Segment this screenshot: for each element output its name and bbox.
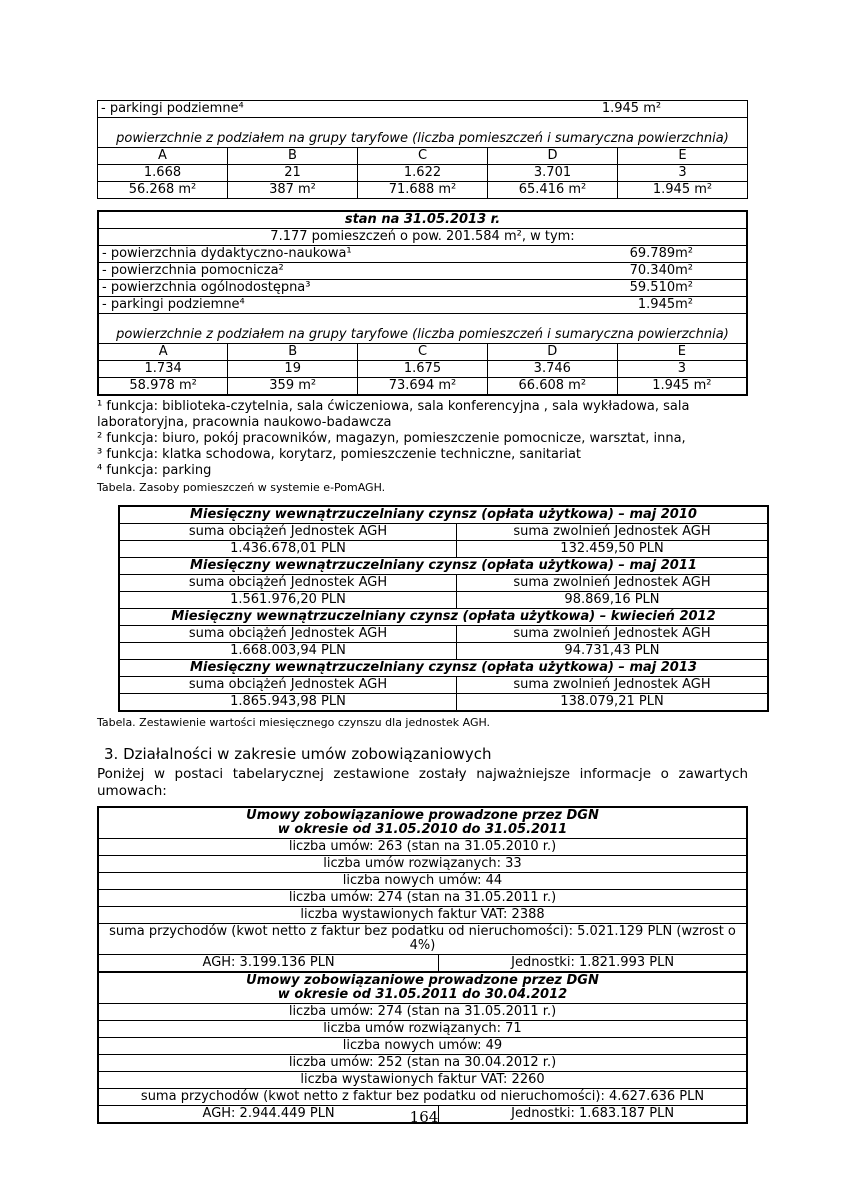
tariff-header-row — [98, 148, 748, 165]
page-content — [97, 100, 748, 1124]
rent-header-row — [119, 506, 768, 524]
contract-row: liczba umów: 252 (stan na 30.04.2012 r.) — [98, 1055, 747, 1072]
rent-values-row — [119, 694, 768, 712]
section-heading: 3. Działalności w zakresie umów zobowiązaniowych — [104, 745, 492, 763]
rent-col-labels-row — [119, 575, 768, 592]
rent-exemptions-2010: 132.459,50 PLN — [456, 541, 768, 558]
rent-col-charges: suma obciążeń Jednostek AGH — [119, 524, 456, 541]
table-row — [98, 101, 748, 118]
rent-charges-2012: 1.668.003,94 PLN — [119, 643, 456, 660]
table-row — [98, 263, 747, 280]
contract-title-line1: Umowy zobowiązaniowe prowadzone przez DGN — [246, 808, 599, 823]
table-row — [98, 297, 747, 314]
tariff-area: 73.694 m² — [358, 378, 488, 396]
table-row — [98, 246, 747, 263]
tariff-caption: powierzchnie z podziałem na grupy taryfowe (liczba pomieszczeń i sumaryczna powierzchnia) — [98, 314, 747, 344]
tariff-area: 66.608 m² — [487, 378, 617, 396]
rent-col-labels-row — [119, 524, 768, 541]
footnote-1: ¹ funkcja: biblioteka-czytelnia, sala ćwiczeniowa, sala konferencyjna , sala wykładowa, sala laboratoryjna, pracownia naukowo-badawcza — [97, 399, 690, 430]
tariff-area: 359 m² — [228, 378, 358, 396]
contract-title-line2: w okresie od 31.05.2011 do 30.04.2012 — [277, 987, 568, 1002]
table-row — [98, 280, 747, 297]
row-value-parkingi: 1.945m² — [637, 297, 693, 312]
rent-header-row — [119, 558, 768, 575]
rent-col-exemptions: suma zwolnień Jednostek AGH — [456, 677, 768, 694]
rent-charges-2013: 1.865.943,98 PLN — [119, 694, 456, 712]
state-title: stan na 31.05.2013 r. — [98, 211, 747, 229]
tariff-counts-row — [98, 165, 748, 182]
section-intro: Poniżej w postaci tabelarycznej zestawione zostały najważniejsze informacje o zawartych umowach: — [97, 766, 748, 799]
tariff-counts-row — [98, 361, 747, 378]
contract-agh-value: AGH: 2.944.449 PLN — [98, 1106, 439, 1124]
rent-title-2010: Miesięczny wewnątrzuczelniany czynsz (opłata użytkowa) – maj 2010 — [119, 506, 768, 524]
contract-row: liczba wystawionych faktur VAT: 2388 — [98, 907, 747, 924]
rent-title-2013: Miesięczny wewnątrzuczelniany czynsz (opłata użytkowa) – maj 2013 — [119, 660, 768, 677]
rent-exemptions-2011: 98.869,16 PLN — [456, 592, 768, 609]
contract-agh-value: AGH: 3.199.136 PLN — [98, 955, 439, 973]
tariff-areas-row — [98, 378, 747, 396]
footnote-2: ² funkcja: biuro, pokój pracowników, magazyn, pomieszczenie pomocnicze, warsztat, inna, — [97, 431, 686, 446]
contract-row: suma przychodów (kwot netto z faktur bez podatku od nieruchomości): 5.021.129 PLN (wzrost o 4%) — [98, 924, 747, 955]
contract-row: liczba wystawionych faktur VAT: 2260 — [98, 1072, 747, 1089]
tariff-area: 56.268 m² — [98, 182, 228, 199]
row-label-parkingi: - parkingi podziemne⁴ — [101, 101, 244, 116]
row-label-pomocnicza: - powierzchnia pomocnicza² — [102, 263, 284, 278]
table-caption-resources: Tabela. Zasoby pomieszczeń w systemie e-PomAGH. — [97, 481, 386, 494]
contract-row: suma przychodów (kwot netto z faktur bez podatku od nieruchomości): 4.627.636 PLN — [98, 1089, 747, 1106]
tariff-count: 3.701 — [488, 165, 618, 182]
rent-header-row — [119, 609, 768, 626]
tariff-table-previous-state — [97, 100, 748, 199]
row-label-parkingi: - parkingi podziemne⁴ — [102, 297, 245, 312]
state-subtitle-row — [98, 229, 747, 246]
rent-title-2012: Miesięczny wewnątrzuczelniany czynsz (opłata użytkowa) – kwiecień 2012 — [119, 609, 768, 626]
footnotes — [97, 399, 748, 479]
rent-charges-2011: 1.561.976,20 PLN — [119, 592, 456, 609]
row-value-ogolnodostepna: 59.510m² — [629, 280, 693, 295]
contract-row: liczba umów rozwiązanych: 33 — [98, 856, 747, 873]
contract-units-value: Jednostki: 1.821.993 PLN — [439, 955, 747, 973]
tariff-area: 387 m² — [228, 182, 358, 199]
tariff-header-b: B — [228, 148, 358, 165]
tariff-header-c: C — [358, 148, 488, 165]
state-subtitle: 7.177 pomieszczeń o pow. 201.584 m², w tym: — [98, 229, 747, 246]
row-value-dydaktyczna: 69.789m² — [629, 246, 693, 261]
rent-table — [118, 505, 769, 712]
tariff-count: 21 — [228, 165, 358, 182]
tariff-area: 1.945 m² — [618, 182, 748, 199]
tariff-count: 3 — [618, 165, 748, 182]
tariff-header-e: E — [617, 344, 747, 361]
state-title-row — [98, 211, 747, 229]
rent-col-exemptions: suma zwolnień Jednostek AGH — [456, 575, 768, 592]
contract-row: liczba umów: 274 (stan na 31.05.2011 r.) — [98, 890, 747, 907]
contracts-table-2010-2011 — [97, 806, 748, 973]
contract-header-row — [98, 807, 747, 839]
tariff-header-d: D — [487, 344, 617, 361]
row-value-pomocnicza: 70.340m² — [629, 263, 693, 278]
table-caption-rent: Tabela. Zestawienie wartości miesięcznego czynszu dla jednostek AGH. — [97, 716, 491, 729]
rent-values-row — [119, 541, 768, 558]
rent-col-exemptions: suma zwolnień Jednostek AGH — [456, 524, 768, 541]
rent-header-row — [119, 660, 768, 677]
tariff-count: 1.668 — [98, 165, 228, 182]
page-number: 164 — [409, 1108, 439, 1126]
table-row — [98, 314, 747, 344]
tariff-area: 1.945 m² — [617, 378, 747, 396]
tariff-header-a: A — [98, 344, 228, 361]
rent-values-row — [119, 643, 768, 660]
row-label-ogolnodostepna: - powierzchnia ogólnodostępna³ — [102, 280, 311, 295]
contract-row: liczba nowych umów: 44 — [98, 873, 747, 890]
footnote-4: ⁴ funkcja: parking — [97, 463, 212, 478]
tariff-caption: powierzchnie z podziałem na grupy taryfowe (liczba pomieszczeń i sumaryczna powierzchnia) — [98, 118, 748, 148]
tariff-area: 58.978 m² — [98, 378, 228, 396]
contract-title-line1: Umowy zobowiązaniowe prowadzone przez DGN — [246, 973, 599, 988]
rent-exemptions-2012: 94.731,43 PLN — [456, 643, 768, 660]
tariff-areas-row — [98, 182, 748, 199]
tariff-count: 3.746 — [487, 361, 617, 378]
contract-units-value: Jednostki: 1.683.187 PLN — [439, 1106, 747, 1124]
contract-row: liczba umów: 263 (stan na 31.05.2010 r.) — [98, 839, 747, 856]
contract-row: liczba umów: 274 (stan na 31.05.2011 r.) — [98, 1004, 747, 1021]
rent-values-row — [119, 592, 768, 609]
contracts-table-2011-2012 — [97, 971, 748, 1124]
row-value-parkingi: 1.945 m² — [601, 101, 662, 116]
tariff-area: 71.688 m² — [358, 182, 488, 199]
rent-title-2011: Miesięczny wewnątrzuczelniany czynsz (opłata użytkowa) – maj 2011 — [119, 558, 768, 575]
contract-header-row — [98, 972, 747, 1004]
rent-col-charges: suma obciążeń Jednostek AGH — [119, 677, 456, 694]
rent-col-labels-row — [119, 626, 768, 643]
rent-col-charges: suma obciążeń Jednostek AGH — [119, 626, 456, 643]
tariff-header-d: D — [488, 148, 618, 165]
tariff-area: 65.416 m² — [488, 182, 618, 199]
contract-row: liczba nowych umów: 49 — [98, 1038, 747, 1055]
rent-col-labels-row — [119, 677, 768, 694]
tariff-header-c: C — [358, 344, 488, 361]
tariff-count: 19 — [228, 361, 358, 378]
rent-exemptions-2013: 138.079,21 PLN — [456, 694, 768, 712]
tariff-count: 1.622 — [358, 165, 488, 182]
footnote-3: ³ funkcja: klatka schodowa, korytarz, pomieszczenie techniczne, sanitariat — [97, 447, 582, 462]
tariff-header-e: E — [618, 148, 748, 165]
tariff-header-b: B — [228, 344, 358, 361]
tariff-count: 1.734 — [98, 361, 228, 378]
rent-col-exemptions: suma zwolnień Jednostek AGH — [456, 626, 768, 643]
state-2013-table — [97, 210, 748, 396]
tariff-count: 1.675 — [358, 361, 488, 378]
tariff-header-row — [98, 344, 747, 361]
contract-row: liczba umów rozwiązanych: 71 — [98, 1021, 747, 1038]
tariff-header-a: A — [98, 148, 228, 165]
contract-title-line2: w okresie od 31.05.2010 do 31.05.2011 — [277, 822, 568, 837]
rent-charges-2010: 1.436.678,01 PLN — [119, 541, 456, 558]
contract-split-row — [98, 955, 747, 973]
row-label-dydaktyczna: - powierzchnia dydaktyczno-naukowa¹ — [102, 246, 352, 261]
rent-col-charges: suma obciążeń Jednostek AGH — [119, 575, 456, 592]
tariff-count: 3 — [617, 361, 747, 378]
table-row — [98, 118, 748, 148]
